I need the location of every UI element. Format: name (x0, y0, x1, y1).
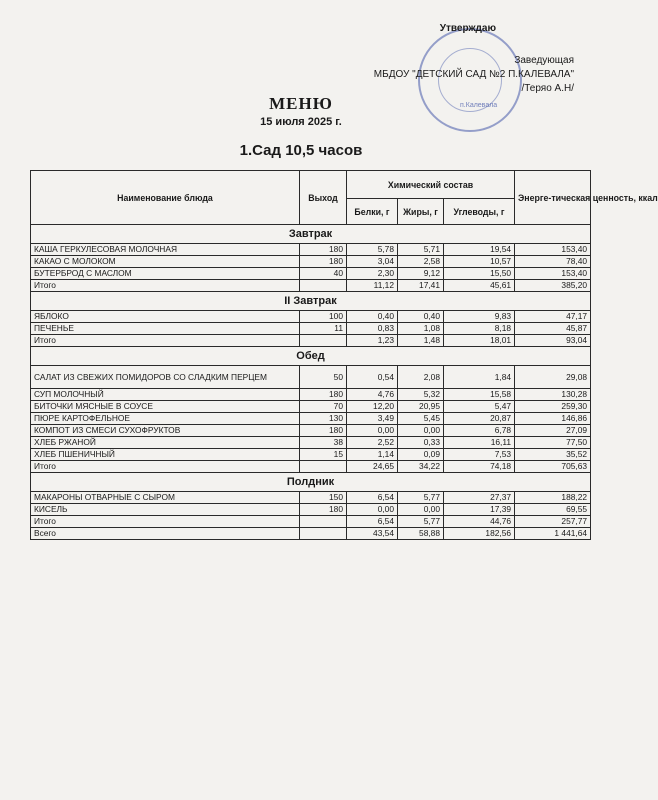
cell-output (300, 461, 347, 473)
cell-protein: 6,54 (347, 516, 398, 528)
cell-carb: 17,39 (444, 504, 515, 516)
cell-fat: 1,08 (398, 323, 444, 335)
cell-output (300, 335, 347, 347)
section-title: Полдник (31, 473, 591, 492)
table-row (31, 401, 591, 413)
cell-dish-name: БИТОЧКИ МЯСНЫЕ В СОУСЕ (31, 401, 300, 413)
cell-energy: 45,87 (515, 323, 591, 335)
cell-carb: 6,78 (444, 425, 515, 437)
cell-fat: 0,40 (398, 311, 444, 323)
cell-protein: 0,54 (347, 366, 398, 389)
menu-date: 15 июля 2025 г. (260, 116, 342, 128)
cell-output: 180 (300, 389, 347, 401)
approval-signature-name: /Теряо А.Н/ (521, 83, 574, 94)
cell-energy: 188,22 (515, 492, 591, 504)
cell-energy: 77,50 (515, 437, 591, 449)
cell-output: 40 (300, 268, 347, 280)
cell-dish-name: КАКАО С МОЛОКОМ (31, 256, 300, 268)
menu-body (31, 225, 591, 540)
cell-protein: 1,14 (347, 449, 398, 461)
column-header-output: Выход (300, 171, 347, 225)
cell-carb: 27,37 (444, 492, 515, 504)
cell-energy: 69,55 (515, 504, 591, 516)
cell-carb: 45,61 (444, 280, 515, 292)
cell-energy: 259,30 (515, 401, 591, 413)
section-header (31, 292, 591, 311)
menu-table (30, 170, 658, 540)
cell-output: 38 (300, 437, 347, 449)
cell-carb: 1,84 (444, 366, 515, 389)
cell-energy: 257,77 (515, 516, 591, 528)
table-row (31, 244, 591, 256)
cell-dish-name: КАША ГЕРКУЛЕСОВАЯ МОЛОЧНАЯ (31, 244, 300, 256)
cell-fat: 5,32 (398, 389, 444, 401)
cell-output: 180 (300, 244, 347, 256)
table-row (31, 425, 591, 437)
cell-protein: 0,40 (347, 311, 398, 323)
cell-protein: 3,04 (347, 256, 398, 268)
total-row (31, 516, 591, 528)
cell-fat: 1,48 (398, 335, 444, 347)
cell-energy: 146,86 (515, 413, 591, 425)
cell-carb: 15,50 (444, 268, 515, 280)
cell-protein: 3,49 (347, 413, 398, 425)
cell-output: 130 (300, 413, 347, 425)
cell-dish-name: КОМПОТ ИЗ СМЕСИ СУХОФРУКТОВ (31, 425, 300, 437)
cell-output (300, 516, 347, 528)
table-row (31, 504, 591, 516)
cell-carb: 44,76 (444, 516, 515, 528)
cell-carb: 16,11 (444, 437, 515, 449)
cell-protein: 6,54 (347, 492, 398, 504)
section-header (31, 473, 591, 492)
cell-output: 150 (300, 492, 347, 504)
cell-energy: 93,04 (515, 335, 591, 347)
cell-carb: 8,18 (444, 323, 515, 335)
cell-energy: 78,40 (515, 256, 591, 268)
cell-dish-name: СУП МОЛОЧНЫЙ (31, 389, 300, 401)
table-row (31, 366, 591, 389)
table-row (31, 492, 591, 504)
cell-energy: 35,52 (515, 449, 591, 461)
cell-carb: 182,56 (444, 528, 515, 540)
table-row (31, 311, 591, 323)
cell-fat: 17,41 (398, 280, 444, 292)
cell-protein: 11,12 (347, 280, 398, 292)
grand-total-row (31, 528, 591, 540)
total-row (31, 335, 591, 347)
section-header (31, 225, 591, 244)
cell-fat: 34,22 (398, 461, 444, 473)
cell-carb: 20,87 (444, 413, 515, 425)
cell-protein: 0,00 (347, 425, 398, 437)
section-header (31, 347, 591, 366)
cell-carb: 18,01 (444, 335, 515, 347)
column-header-protein: Белки, г (347, 199, 398, 225)
cell-carb: 15,58 (444, 389, 515, 401)
cell-protein: 2,52 (347, 437, 398, 449)
column-header-energy: Энерге-тическая ценность, ккал (515, 171, 591, 225)
cell-carb: 19,54 (444, 244, 515, 256)
cell-fat: 9,12 (398, 268, 444, 280)
cell-energy: 1 441,64 (515, 528, 591, 540)
cell-protein: 0,00 (347, 504, 398, 516)
cell-protein: 0,83 (347, 323, 398, 335)
table-row (31, 268, 591, 280)
cell-energy: 27,09 (515, 425, 591, 437)
cell-energy: 385,20 (515, 280, 591, 292)
cell-dish-name: Итого (31, 516, 300, 528)
cell-fat: 2,58 (398, 256, 444, 268)
cell-carb: 10,57 (444, 256, 515, 268)
cell-fat: 5,45 (398, 413, 444, 425)
cell-fat: 5,77 (398, 516, 444, 528)
cell-dish-name: САЛАТ ИЗ СВЕЖИХ ПОМИДОРОВ СО СЛАДКИМ ПЕРЦЕМ (31, 366, 300, 389)
cell-output: 15 (300, 449, 347, 461)
table-row (31, 323, 591, 335)
cell-fat: 0,00 (398, 425, 444, 437)
cell-output: 100 (300, 311, 347, 323)
section-title: Завтрак (31, 225, 591, 244)
cell-dish-name: Итого (31, 335, 300, 347)
cell-dish-name: МАКАРОНЫ ОТВАРНЫЕ С СЫРОМ (31, 492, 300, 504)
cell-energy: 47,17 (515, 311, 591, 323)
cell-dish-name: ПЮРЕ КАРТОФЕЛЬНОЕ (31, 413, 300, 425)
cell-protein: 24,65 (347, 461, 398, 473)
table-row (31, 437, 591, 449)
column-header-chem: Химический состав (347, 171, 515, 199)
cell-fat: 0,00 (398, 504, 444, 516)
cell-output: 11 (300, 323, 347, 335)
cell-carb: 7,53 (444, 449, 515, 461)
cell-energy: 29,08 (515, 366, 591, 389)
cell-dish-name: ПЕЧЕНЬЕ (31, 323, 300, 335)
cell-output: 70 (300, 401, 347, 413)
cell-protein: 2,30 (347, 268, 398, 280)
cell-carb: 5,47 (444, 401, 515, 413)
page-title: МЕНЮ (269, 94, 333, 113)
section-title: Обед (31, 347, 591, 366)
cell-protein: 5,78 (347, 244, 398, 256)
total-row (31, 461, 591, 473)
cell-output: 50 (300, 366, 347, 389)
cell-dish-name: Итого (31, 461, 300, 473)
cell-output: 180 (300, 256, 347, 268)
column-header-carb: Углеводы, г (444, 199, 515, 225)
cell-carb: 74,18 (444, 461, 515, 473)
cell-dish-name: БУТЕРБРОД С МАСЛОМ (31, 268, 300, 280)
column-header-name: Наименование блюда (31, 171, 300, 225)
cell-fat: 20,95 (398, 401, 444, 413)
cell-protein: 4,76 (347, 389, 398, 401)
cell-protein: 43,54 (347, 528, 398, 540)
cell-fat: 2,08 (398, 366, 444, 389)
cell-fat: 0,09 (398, 449, 444, 461)
cell-protein: 1,23 (347, 335, 398, 347)
group-title: 1.Сад 10,5 часов (239, 142, 363, 159)
section-title: II Завтрак (31, 292, 591, 311)
total-row (31, 280, 591, 292)
cell-protein: 12,20 (347, 401, 398, 413)
table-row (31, 449, 591, 461)
cell-dish-name: КИСЕЛЬ (31, 504, 300, 516)
cell-dish-name: ЯБЛОКО (31, 311, 300, 323)
table-row (31, 413, 591, 425)
cell-fat: 0,33 (398, 437, 444, 449)
cell-dish-name: ХЛЕБ ПШЕНИЧНЫЙ (31, 449, 300, 461)
cell-output (300, 528, 347, 540)
cell-fat: 5,77 (398, 492, 444, 504)
column-header-fat: Жиры, г (398, 199, 444, 225)
cell-dish-name: ХЛЕБ РЖАНОЙ (31, 437, 300, 449)
cell-fat: 58,88 (398, 528, 444, 540)
cell-output (300, 280, 347, 292)
cell-dish-name: Всего (31, 528, 300, 540)
cell-energy: 705,63 (515, 461, 591, 473)
cell-energy: 130,28 (515, 389, 591, 401)
cell-output: 180 (300, 425, 347, 437)
cell-carb: 9,83 (444, 311, 515, 323)
cell-energy: 153,40 (515, 244, 591, 256)
cell-output: 180 (300, 504, 347, 516)
approval-organization: МБДОУ "ДЕТСКИЙ САД №2 П.КАЛЕВАЛА" (373, 69, 574, 80)
cell-fat: 5,71 (398, 244, 444, 256)
stamp-text: п.Калевала (460, 102, 498, 109)
table-row (31, 256, 591, 268)
cell-dish-name: Итого (31, 280, 300, 292)
approval-line: Утверждаю (439, 23, 496, 34)
approval-position: Заведующая (514, 55, 574, 66)
cell-energy: 153,40 (515, 268, 591, 280)
table-row (31, 389, 591, 401)
